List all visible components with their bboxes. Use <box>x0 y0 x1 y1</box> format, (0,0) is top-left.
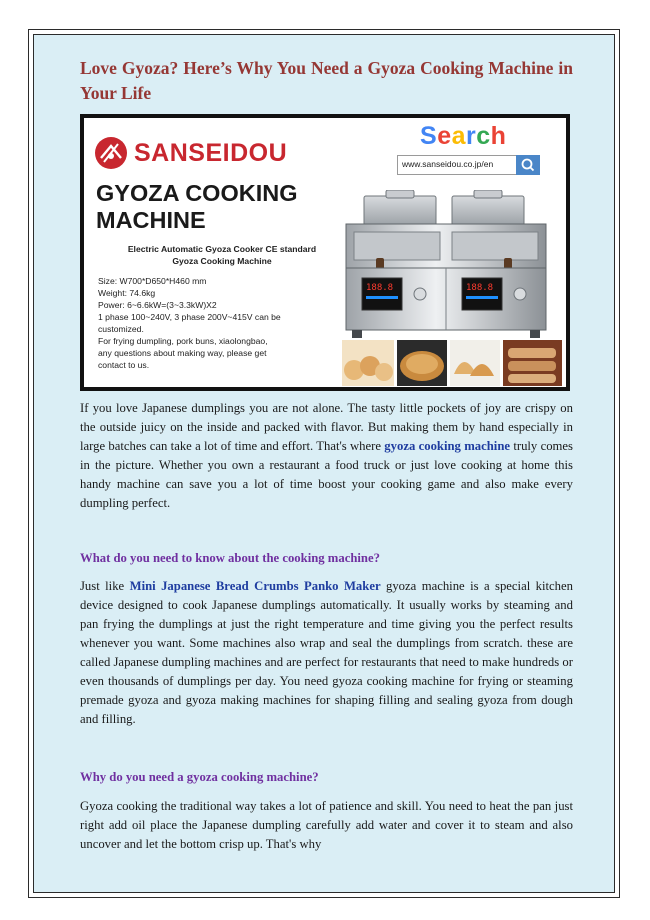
product-title-line: MACHINE <box>96 207 206 233</box>
paragraph-what <box>80 577 573 729</box>
spec-line: For frying dumpling, pork buns, xiaolongbao, <box>98 336 268 346</box>
dumpling-photos <box>342 340 562 386</box>
brand-logo-icon <box>94 136 128 170</box>
text-run: gyoza machine is a special kitchen device designed to cook Japanese dumplings automatically. It usually works by steaming and pan frying the dumplings at just the right temperature and time giving you the perfect results whenever you want. Some machines also wrap and seal the dumplings from scratch. these are called Japanese dumpling machines and are perfect for restaurants that need to make hundreds or even thousands of dumplings per day. You need gyoza cooking machine for frying or steaming premade gyoza and gyoza making machines for shaping filling and sealing gyoza from dough and filling. <box>80 579 573 726</box>
paragraph-why: Gyoza cooking the traditional way takes a lot of patience and skill. You need to heat the pan just right add oil place the Japanese dumpling carefully add water and cover it to steam and also uncover and let the bottom crisp up. That's why <box>80 799 573 851</box>
search-bar-graphic <box>397 155 540 175</box>
search-icon <box>516 155 540 175</box>
search-button-graphic <box>516 155 540 175</box>
spec-line: contact to us. <box>98 360 150 370</box>
spec-line: any questions about making way, please get <box>98 348 267 358</box>
search-logo-letter: e <box>437 122 452 150</box>
spec-line: 1 phase 100~240V, 3 phase 200V~415V can be <box>98 312 281 322</box>
gyoza-cooking-machine-link[interactable]: gyoza cooking machine <box>384 439 511 453</box>
search-logo-letter: r <box>466 122 477 150</box>
panko-maker-link[interactable]: Mini Japanese Bread Crumbs Panko Maker <box>129 579 381 593</box>
text-run: If you love Japanese dumplings you are not alone. The tasty little pockets of joy are crispy on the outside juicy on the inside and packed with flavor. But making them by hand especially in large batches can take a lot of time and effort. That's where <box>80 401 573 453</box>
section-heading-what: What do you need to know about the cooking machine? <box>80 551 380 565</box>
search-logo-letter: S <box>420 122 438 150</box>
section-heading-why: Why do you need a gyoza cooking machine? <box>80 770 319 784</box>
subtitle-line: Gyoza Cooking Machine <box>172 256 272 266</box>
spec-line: Weight: 74.6kg <box>98 288 156 298</box>
brand-logo <box>94 136 287 170</box>
display-readout: 188.8 <box>366 283 394 293</box>
text-run: Just like <box>80 579 130 593</box>
search-logo-letter: c <box>476 122 491 150</box>
brand-name: SANSEIDOU <box>134 138 288 167</box>
spec-line: customized. <box>98 324 144 334</box>
search-logo-letter: a <box>451 122 466 150</box>
spec-line: Size: W700*D650*H460 mm <box>98 276 207 286</box>
search-logo-letter: h <box>490 122 507 150</box>
display-readout: 188.8 <box>466 283 494 293</box>
product-specs <box>98 275 350 371</box>
paragraph-intro <box>80 399 573 513</box>
product-subtitle <box>106 243 338 267</box>
product-title <box>96 180 298 234</box>
subtitle-line: Electric Automatic Gyoza Cooker CE standard <box>127 244 317 254</box>
banner-content <box>84 118 566 387</box>
article-title: Love Gyoza? Here’s Why You Need a Gyoza Cooking Machine in Your Life <box>80 58 573 103</box>
product-title-line: GYOZA COOKING <box>96 180 298 206</box>
search-word-logo <box>420 122 506 151</box>
text-run: truly comes in the picture. Whether you own a restaurant a food truck or just love cooking at home this handy machine can save you a lot of time boost your cooking game and also make every dumpling perfect. <box>80 439 573 510</box>
spec-line: Power: 6~6.6kW=(3~3.3kW)X2 <box>98 300 217 310</box>
search-url-text: www.sanseidou.co.jp/en <box>402 159 494 169</box>
product-banner-image <box>80 114 570 391</box>
gyoza-machine-illustration <box>336 190 556 340</box>
